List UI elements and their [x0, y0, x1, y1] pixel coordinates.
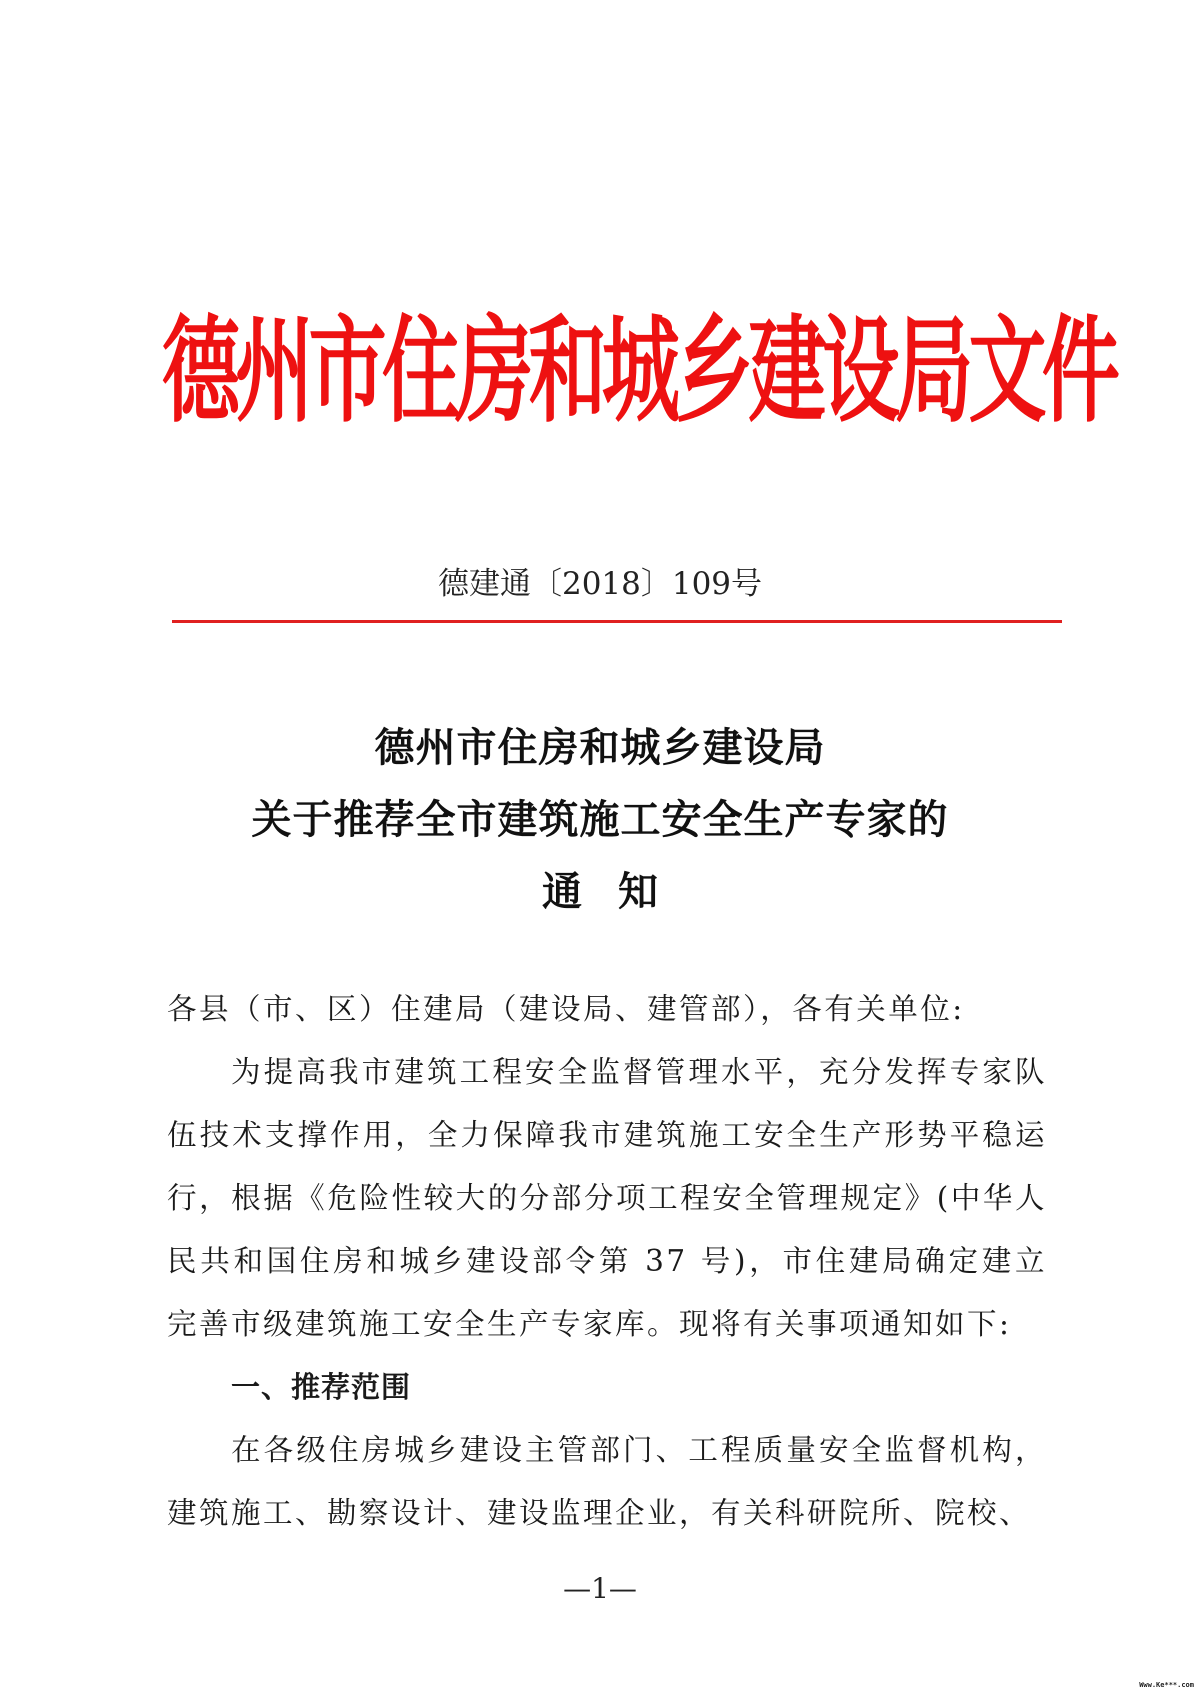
issuer-header: 德州市住房和城乡建设局文件	[162, 302, 1116, 438]
page-number: —1—	[563, 1572, 637, 1605]
watermark: Www.Ke***.com	[1139, 1681, 1194, 1689]
section-1-text: 在各级住房城乡建设主管部门、工程质量安全监督机构，建筑施工、勘察设计、建设监理企业，有关科研院所、院校、	[167, 1433, 1047, 1530]
title-line-3: 通知	[542, 868, 694, 915]
title-line-1: 德州市住房和城乡建设局	[374, 724, 826, 771]
document-body	[167, 978, 1047, 1545]
red-divider-line	[172, 620, 1062, 623]
document-number: 德建通〔2018〕109号	[437, 566, 763, 602]
intro-paragraph: 为提高我市建筑工程安全监督管理水平，充分发挥专家队伍技术支撑作用，全力保障我市建筑施工安全生产形势平稳运行，根据《危险性较大的分部分项工程安全管理规定》(中华人民共和国住房和城乡建设部令第 37 号)，市住建局确定建立完善市级建筑施工安全生产专家库。现将有关事项通知如下:	[167, 1055, 1047, 1341]
title-line-2: 关于推荐全市建筑施工安全生产专家的	[251, 796, 949, 843]
section-heading-1: 一、推荐范围	[231, 1370, 412, 1404]
document-title	[0, 712, 1200, 928]
salutation: 各县（市、区）住建局（建设局、建管部），各有关单位:	[167, 992, 965, 1026]
